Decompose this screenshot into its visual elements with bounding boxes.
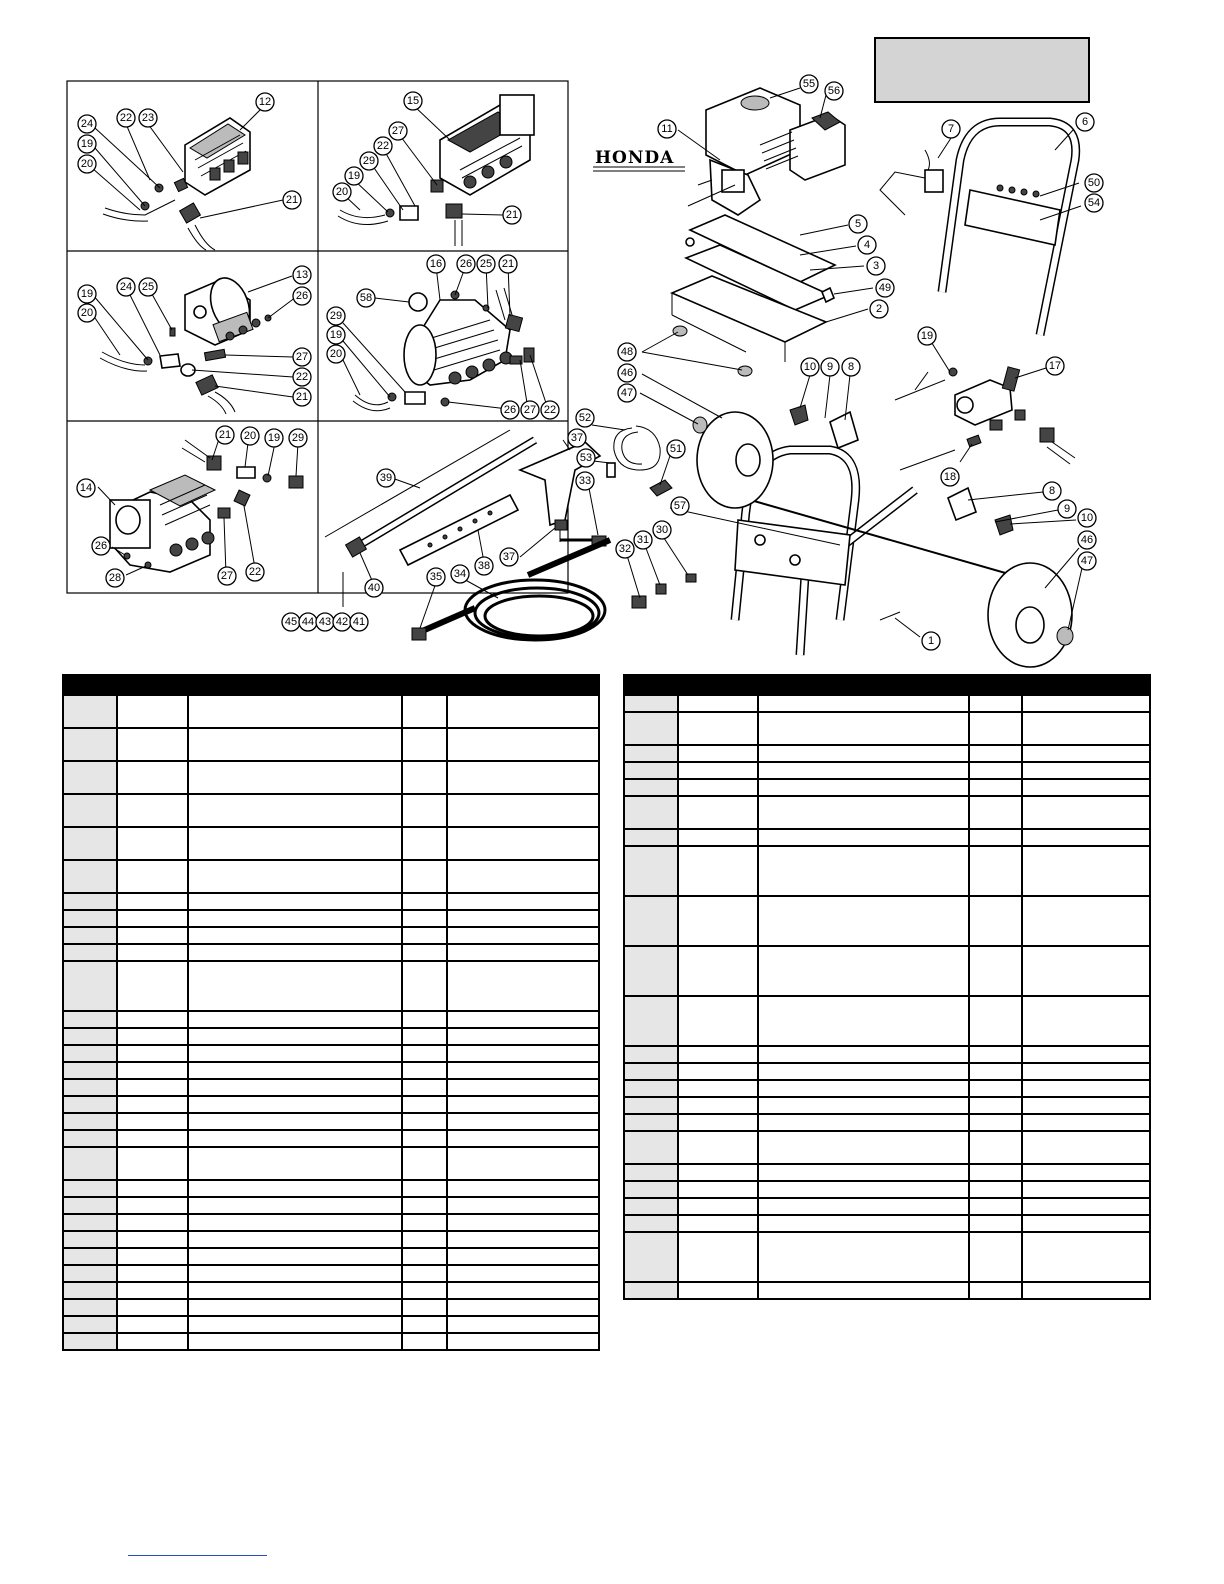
callout — [1078, 552, 1096, 570]
callout — [521, 401, 539, 419]
callout — [282, 613, 300, 631]
table-row — [624, 762, 1150, 779]
table-row — [624, 1181, 1150, 1198]
svg-text:53: 53 — [579, 452, 593, 464]
table-row — [63, 1316, 599, 1333]
svg-text:26: 26 — [94, 540, 108, 552]
table-row — [624, 779, 1150, 796]
svg-text:38: 38 — [477, 560, 491, 572]
callout — [503, 206, 521, 224]
svg-text:35: 35 — [429, 571, 443, 583]
svg-text:57: 57 — [673, 500, 687, 512]
svg-text:45: 45 — [284, 616, 298, 628]
svg-text:27: 27 — [391, 125, 405, 137]
callout — [357, 289, 375, 307]
callout — [256, 93, 274, 111]
callout — [333, 183, 351, 201]
callout — [316, 613, 334, 631]
table-row — [624, 1046, 1150, 1063]
callout — [477, 255, 495, 273]
callout — [499, 255, 517, 273]
svg-text:8: 8 — [847, 361, 855, 373]
table-row — [63, 728, 599, 761]
svg-text:42: 42 — [335, 616, 349, 628]
table-row — [624, 1063, 1150, 1080]
callout — [289, 429, 307, 447]
table-header-row — [63, 675, 599, 695]
callout — [501, 401, 519, 419]
svg-text:16: 16 — [429, 258, 443, 270]
svg-text:58: 58 — [359, 292, 373, 304]
callout — [117, 278, 135, 296]
table-row — [63, 944, 599, 961]
svg-text:11: 11 — [661, 123, 673, 135]
svg-text:46: 46 — [620, 367, 634, 379]
svg-text:27: 27 — [295, 351, 309, 363]
svg-text:29: 29 — [362, 155, 376, 167]
svg-text:13: 13 — [295, 269, 309, 281]
table-row — [63, 794, 599, 827]
table-row — [63, 1231, 599, 1248]
svg-text:19: 19 — [920, 330, 934, 342]
callout — [1076, 113, 1094, 131]
callout — [139, 278, 157, 296]
svg-text:26: 26 — [459, 258, 473, 270]
svg-text:21: 21 — [505, 209, 519, 221]
callout — [345, 167, 363, 185]
table-row — [624, 1198, 1150, 1215]
callout — [365, 579, 383, 597]
svg-text:12: 12 — [258, 96, 272, 108]
callout — [825, 82, 843, 100]
table-row — [63, 827, 599, 860]
table-row — [63, 1079, 599, 1096]
table-row — [63, 961, 599, 1011]
svg-text:19: 19 — [267, 432, 281, 444]
callout — [377, 469, 395, 487]
table-row — [624, 846, 1150, 896]
callout — [78, 135, 96, 153]
callout — [327, 307, 345, 325]
svg-text:31: 31 — [636, 534, 650, 546]
table-row — [63, 761, 599, 794]
callout — [667, 440, 685, 458]
callout — [293, 287, 311, 305]
svg-text:25: 25 — [141, 281, 155, 293]
svg-text:25: 25 — [479, 258, 493, 270]
callout — [216, 426, 234, 444]
svg-text:20: 20 — [243, 430, 257, 442]
callout — [283, 191, 301, 209]
svg-text:37: 37 — [502, 551, 516, 563]
table-row — [624, 1114, 1150, 1131]
svg-text:21: 21 — [218, 429, 232, 441]
callout — [800, 75, 818, 93]
svg-text:26: 26 — [295, 290, 309, 302]
svg-text:40: 40 — [367, 582, 381, 594]
svg-text:24: 24 — [119, 281, 133, 293]
callout — [427, 568, 445, 586]
table-row — [63, 1282, 599, 1299]
table-row — [624, 1164, 1150, 1181]
svg-text:46: 46 — [1080, 534, 1094, 546]
svg-text:19: 19 — [80, 138, 94, 150]
svg-text:10: 10 — [1080, 512, 1094, 524]
callout — [404, 92, 422, 110]
footer-link-underline[interactable] — [128, 1555, 267, 1556]
callout — [867, 257, 885, 275]
svg-text:1: 1 — [927, 635, 935, 647]
callout — [293, 368, 311, 386]
callout — [78, 304, 96, 322]
table-row — [63, 1180, 599, 1197]
parts-list-table-left — [62, 674, 600, 1351]
callout — [78, 285, 96, 303]
table-row — [624, 1282, 1150, 1299]
callout — [1085, 174, 1103, 192]
svg-text:19: 19 — [80, 288, 94, 300]
callout — [634, 531, 652, 549]
svg-text:24: 24 — [80, 118, 94, 130]
callout — [139, 109, 157, 127]
callout — [299, 613, 317, 631]
svg-text:44: 44 — [301, 616, 315, 628]
svg-text:28: 28 — [108, 572, 122, 584]
table-row — [63, 1299, 599, 1316]
table-row — [624, 1232, 1150, 1282]
svg-text:29: 29 — [329, 310, 343, 322]
svg-text:37: 37 — [570, 432, 584, 444]
svg-text:27: 27 — [523, 404, 537, 416]
callout — [1078, 509, 1096, 527]
callout — [849, 215, 867, 233]
callout — [618, 364, 636, 382]
callout — [78, 155, 96, 173]
svg-text:22: 22 — [248, 566, 262, 578]
callout — [246, 563, 264, 581]
table-row — [63, 893, 599, 910]
pump-14-assembly — [110, 440, 303, 572]
callout — [241, 427, 259, 445]
svg-text:27: 27 — [220, 570, 234, 582]
svg-text:49: 49 — [878, 282, 892, 294]
svg-text:23: 23 — [141, 112, 155, 124]
table-row — [624, 695, 1150, 712]
table-row — [624, 796, 1150, 829]
callout — [842, 358, 860, 376]
parts-list-table-right — [623, 674, 1151, 1300]
svg-text:19: 19 — [329, 329, 343, 341]
svg-text:17: 17 — [1048, 360, 1062, 372]
callout — [1058, 500, 1076, 518]
svg-text:22: 22 — [543, 404, 557, 416]
pump-12-assembly — [103, 118, 283, 250]
callout — [577, 449, 595, 467]
base-plates — [672, 215, 835, 376]
callout — [942, 120, 960, 138]
svg-text:29: 29 — [291, 432, 305, 444]
svg-text:19: 19 — [347, 170, 361, 182]
table-row — [63, 860, 599, 893]
svg-text:51: 51 — [669, 443, 683, 455]
svg-text:56: 56 — [827, 85, 841, 97]
svg-text:39: 39 — [379, 472, 393, 484]
callout — [389, 122, 407, 140]
callout — [568, 429, 586, 447]
table-row — [63, 910, 599, 927]
unloader-valve-assembly — [895, 367, 1075, 470]
callout — [333, 613, 351, 631]
exploded-parts-diagram — [0, 0, 1224, 670]
callout — [922, 632, 940, 650]
svg-text:52: 52 — [578, 412, 592, 424]
callout — [327, 345, 345, 363]
callout — [618, 343, 636, 361]
table-row — [624, 896, 1150, 946]
callout — [360, 152, 378, 170]
frame-and-wheels — [693, 405, 1073, 667]
table-row — [624, 1097, 1150, 1114]
callout — [576, 472, 594, 490]
callout — [918, 327, 936, 345]
table-row — [63, 1214, 599, 1231]
table-row — [624, 1080, 1150, 1097]
handle-assembly — [880, 122, 1076, 335]
svg-text:41: 41 — [352, 616, 366, 628]
callout — [671, 497, 689, 515]
svg-text:20: 20 — [80, 158, 94, 170]
svg-text:47: 47 — [620, 387, 634, 399]
svg-text:9: 9 — [826, 361, 834, 373]
svg-text:26: 26 — [503, 404, 517, 416]
table-row — [63, 695, 599, 728]
callout — [576, 409, 594, 427]
svg-text:8: 8 — [1048, 485, 1056, 497]
svg-text:21: 21 — [295, 391, 309, 403]
callout — [92, 537, 110, 555]
svg-text:33: 33 — [578, 475, 592, 487]
svg-text:14: 14 — [79, 482, 93, 494]
table-row — [63, 1028, 599, 1045]
svg-text:47: 47 — [1080, 555, 1094, 567]
table-row — [624, 1215, 1150, 1232]
callout — [658, 120, 676, 138]
svg-text:54: 54 — [1087, 197, 1101, 209]
callout — [618, 384, 636, 402]
callout — [457, 255, 475, 273]
callout — [1046, 357, 1064, 375]
callout — [858, 236, 876, 254]
callout — [1085, 194, 1103, 212]
callout — [876, 279, 894, 297]
table-row — [624, 745, 1150, 762]
svg-text:32: 32 — [618, 543, 632, 555]
pump-16-assembly — [353, 288, 534, 411]
table-row — [63, 927, 599, 944]
callout — [293, 266, 311, 284]
engine-assembly — [593, 88, 845, 215]
callout — [1078, 531, 1096, 549]
callout — [1043, 482, 1061, 500]
table-row — [63, 1130, 599, 1147]
svg-text:22: 22 — [376, 140, 390, 152]
table-row — [624, 996, 1150, 1046]
honda-logo: HONDA — [595, 148, 675, 168]
callout — [77, 479, 95, 497]
svg-text:2: 2 — [875, 303, 883, 315]
svg-text:30: 30 — [655, 524, 669, 536]
table-row — [63, 1113, 599, 1130]
svg-text:50: 50 — [1087, 177, 1101, 189]
table-row — [63, 1147, 599, 1180]
table-row — [63, 1333, 599, 1350]
svg-text:4: 4 — [863, 239, 871, 251]
callout — [941, 468, 959, 486]
callout — [870, 300, 888, 318]
table-row — [624, 946, 1150, 996]
callout — [265, 429, 283, 447]
callout — [374, 137, 392, 155]
table-row — [63, 1096, 599, 1113]
table-row — [63, 1197, 599, 1214]
svg-text:9: 9 — [1063, 503, 1071, 515]
callout — [218, 567, 236, 585]
svg-text:21: 21 — [501, 258, 515, 270]
callout — [801, 358, 819, 376]
svg-text:10: 10 — [803, 361, 817, 373]
svg-text:20: 20 — [80, 307, 94, 319]
svg-text:43: 43 — [318, 616, 332, 628]
svg-text:6: 6 — [1081, 116, 1089, 128]
table-header-row — [624, 675, 1150, 695]
table-row — [63, 1265, 599, 1282]
svg-text:55: 55 — [802, 78, 816, 90]
callout — [616, 540, 634, 558]
callout — [653, 521, 671, 539]
callout — [117, 109, 135, 127]
table-row — [624, 712, 1150, 745]
svg-text:21: 21 — [285, 194, 299, 206]
svg-text:7: 7 — [947, 123, 955, 135]
svg-text:34: 34 — [453, 568, 467, 580]
callout — [427, 255, 445, 273]
svg-text:22: 22 — [119, 112, 133, 124]
callout — [821, 358, 839, 376]
callout — [293, 388, 311, 406]
callout — [78, 115, 96, 133]
svg-text:18: 18 — [943, 471, 957, 483]
table-row — [63, 1045, 599, 1062]
svg-text:22: 22 — [295, 371, 309, 383]
callout — [293, 348, 311, 366]
table-row — [63, 1011, 599, 1028]
table-row — [624, 829, 1150, 846]
callout — [500, 548, 518, 566]
callout — [451, 565, 469, 583]
callout — [541, 401, 559, 419]
svg-text:5: 5 — [854, 218, 862, 230]
svg-text:20: 20 — [329, 348, 343, 360]
callout — [475, 557, 493, 575]
svg-text:3: 3 — [872, 260, 880, 272]
callout — [327, 326, 345, 344]
svg-text:20: 20 — [335, 186, 349, 198]
table-row — [63, 1248, 599, 1265]
svg-text:15: 15 — [406, 95, 420, 107]
callout — [106, 569, 124, 587]
table-row — [63, 1062, 599, 1079]
table-row — [624, 1131, 1150, 1164]
callout — [350, 613, 368, 631]
svg-text:48: 48 — [620, 346, 634, 358]
